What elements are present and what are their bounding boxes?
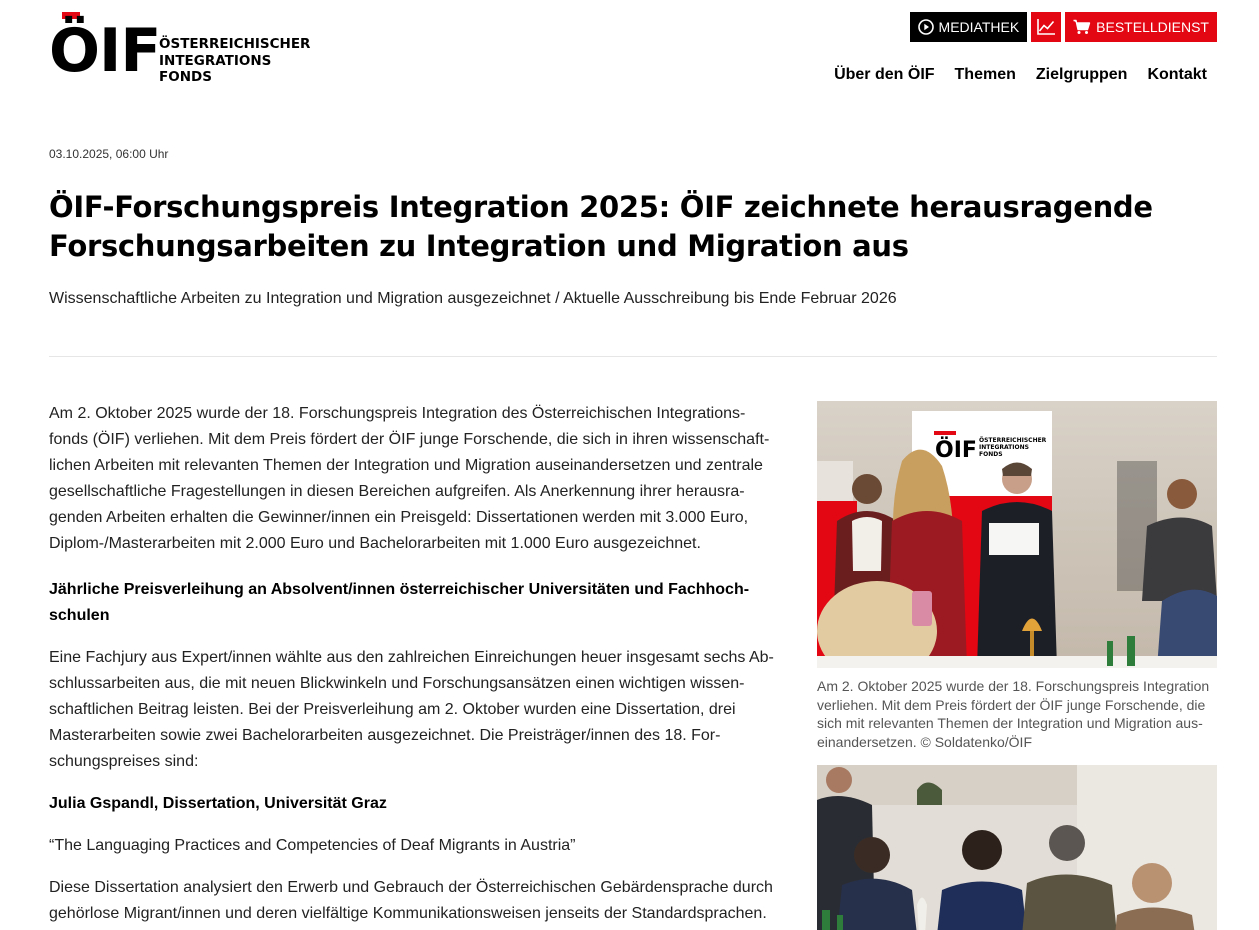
oif-logo[interactable] bbox=[49, 12, 339, 84]
logo-wordmark bbox=[159, 36, 310, 86]
play-circle-icon bbox=[918, 19, 934, 35]
nav-item-themen[interactable]: Themen bbox=[954, 66, 1016, 83]
divider bbox=[49, 356, 1217, 357]
article-body bbox=[49, 401, 779, 930]
nav-item-ueber-den-oif[interactable]: Über den ÖIF bbox=[834, 66, 935, 83]
article-title: ÖIF-Forschungspreis Integration 2025: ÖIF zeichnete herausragende Forschungsarbeiten zu Integration und Migration aus bbox=[49, 190, 1153, 263]
banner-line-3: FONDS bbox=[979, 451, 1003, 458]
photo-caption: Am 2. Oktober 2025 wurde der 18. Forschungspreis Integration verliehen. Mit dem Preis fördert der ÖIF junge Forschende, die sich mit relevanten Themen der Integration und Migration auseinandersetzen. © Soldatenko/ÖIF bbox=[817, 678, 1210, 750]
logo-line-1: ÖSTERREICHISCHER bbox=[159, 36, 311, 52]
article-date: 03.10.2025, 06:00 Uhr bbox=[49, 147, 169, 161]
winner-description: Diese Dissertation analysiert den Erwerb und Gebrauch der Österreichischen Gebärdensprache durch gehörlose Migrant/innen und deren vielfältige Kommunikationsweisen jenseits der Standardsprachen. bbox=[49, 879, 773, 922]
section-heading: Jährliche Preisverleihung an Absolvent/innen österreichischer Universitäten und Fachhochschulen bbox=[49, 581, 750, 624]
chart-line-icon bbox=[1036, 18, 1056, 36]
shopping-cart-icon bbox=[1073, 19, 1091, 35]
main-navigation bbox=[834, 66, 1207, 84]
banner-line-1: ÖSTERREICHISCHER bbox=[979, 437, 1047, 444]
banner-line-2: INTEGRATIONS bbox=[979, 444, 1029, 451]
nav-item-kontakt[interactable]: Kontakt bbox=[1147, 66, 1207, 83]
logo-mark: ÖIF bbox=[49, 16, 161, 86]
bestelldienst-label: BESTELLDIENST bbox=[1096, 19, 1209, 35]
logo-line-2: INTEGRATIONS bbox=[159, 52, 272, 69]
svg-text:ÖIF: ÖIF bbox=[935, 438, 977, 463]
bestelldienst-button[interactable] bbox=[1065, 12, 1217, 42]
jury-paragraph: Eine Fachjury aus Expert/innen wählte aus den zahlreichen Einreichungen heuer insgesamt sechs Abschlussarbeiten aus, die mit neuen Blickwinkeln und Forschungsansätzen einen wichtigen wissenschaftlichen Beitrag leisten. Bei der Preisverleihung am 2. Oktober wurden eine Dissertation, drei Masterarbeiten sowie zwei Bachelorarbeiten ausgezeichnet. Die Preisträger/innen des 18. Forschungspreises sind: bbox=[49, 649, 774, 770]
audience-photo[interactable] bbox=[817, 765, 1217, 930]
award-ceremony-photo[interactable] bbox=[817, 401, 1217, 668]
nav-item-zielgruppen[interactable]: Zielgruppen bbox=[1035, 66, 1128, 83]
statistics-button[interactable] bbox=[1031, 12, 1061, 42]
mediathek-label: MEDIATHEK bbox=[938, 19, 1020, 35]
winner-heading: Julia Gspandl, Dissertation, Universität Graz bbox=[49, 795, 387, 812]
utility-buttons bbox=[910, 12, 1217, 42]
winner-thesis-title: “The Languaging Practices and Competencies of Deaf Migrants in Austria” bbox=[49, 837, 576, 854]
intro-paragraph: Am 2. Oktober 2025 wurde der 18. Forschungspreis Integration des Österreichischen Integrationsfonds (ÖIF) verliehen. Mit dem Preis fördert der ÖIF junge Forschende, die sich in ihren wissenschaftlichen Arbeiten mit relevanten Themen der Integration und Migration auseinandersetzen und zentrale gesellschaftliche Fragestellungen in diesen Bereichen aufgreifen. Als Anerkennung ihrer herausragenden Arbeiten erhalten die Gewinner/innen ein Preisgeld: Dissertationen werden mit 3.000 Euro, Diplom-/Masterarbeiten mit 2.000 Euro und Bachelorarbeiten mit 1.000 Euro ausgezeichnet. bbox=[49, 405, 770, 552]
article-subtitle: Wissenschaftliche Arbeiten zu Integration und Migration ausgezeichnet / Aktuelle Ausschreibung bis Ende Februar 2026 bbox=[49, 290, 897, 307]
mediathek-button[interactable] bbox=[910, 12, 1028, 42]
logo-line-3: FONDS bbox=[159, 69, 212, 85]
